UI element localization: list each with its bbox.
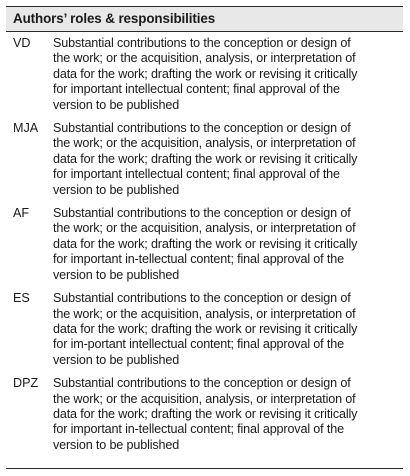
role-line: for important intellectual content; final approval of the <box>53 82 340 97</box>
role-line: for im-portant intellectual content; final approval of the <box>53 337 344 352</box>
table-header <box>6 6 403 32</box>
role-line: Substantial contributions to the conception or design of <box>53 291 351 306</box>
role-line: version to be published <box>53 267 180 282</box>
author-role <box>53 36 403 113</box>
role-line: for important in-tellectual content; final approval of the <box>53 422 344 437</box>
role-line: data for the work; drafting the work or revising it critically <box>53 66 358 81</box>
author-role <box>53 206 403 283</box>
role-line: Substantial contributions to the conception or design of <box>53 376 351 391</box>
role-line: version to be published <box>53 97 180 112</box>
table-body <box>6 32 403 453</box>
role-line: Substantial contributions to the conception or design of <box>53 206 351 221</box>
role-line: the work; or the acquisition, analysis, or interpretation of <box>53 221 356 236</box>
table-row <box>6 291 403 368</box>
role-line: data for the work; drafting the work or revising it critically <box>53 151 358 166</box>
role-line: the work; or the acquisition, analysis, or interpretation of <box>53 51 356 66</box>
author-role <box>53 376 403 453</box>
author-initials: VD <box>13 36 31 50</box>
role-line: version to be published <box>53 182 180 197</box>
table-heading: Authors’ roles & responsibilities <box>13 11 216 26</box>
table-row <box>6 121 403 198</box>
role-line: the work; or the acquisition, analysis, or interpretation of <box>53 391 356 406</box>
role-line: the work; or the acquisition, analysis, or interpretation of <box>53 306 356 321</box>
role-line: data for the work; drafting the work or revising it critically <box>53 236 358 251</box>
role-line: for important intellectual content; final approval of the <box>53 167 340 182</box>
role-line: data for the work; drafting the work or revising it critically <box>53 406 358 421</box>
role-line: version to be published <box>53 437 180 452</box>
role-line: for important in-tellectual content; final approval of the <box>53 252 344 267</box>
author-role <box>53 291 403 368</box>
author-initials: ES <box>13 291 30 306</box>
role-line: data for the work; drafting the work or revising it critically <box>53 321 358 336</box>
role-line: Substantial contributions to the conception or design of <box>53 121 351 136</box>
authors-roles-table <box>6 6 403 461</box>
table-row <box>6 376 403 453</box>
table-bottom-rule <box>6 468 403 469</box>
table-row <box>6 36 403 113</box>
author-initials: AF <box>13 206 30 221</box>
author-role <box>53 121 403 198</box>
author-initials: MJA <box>13 121 39 136</box>
role-line: the work; or the acquisition, analysis, or interpretation of <box>53 136 356 151</box>
table-row <box>6 206 403 283</box>
role-line: Substantial contributions to the conception or design of <box>53 36 351 50</box>
author-initials: DPZ <box>13 376 39 391</box>
role-line: version to be published <box>53 352 180 367</box>
